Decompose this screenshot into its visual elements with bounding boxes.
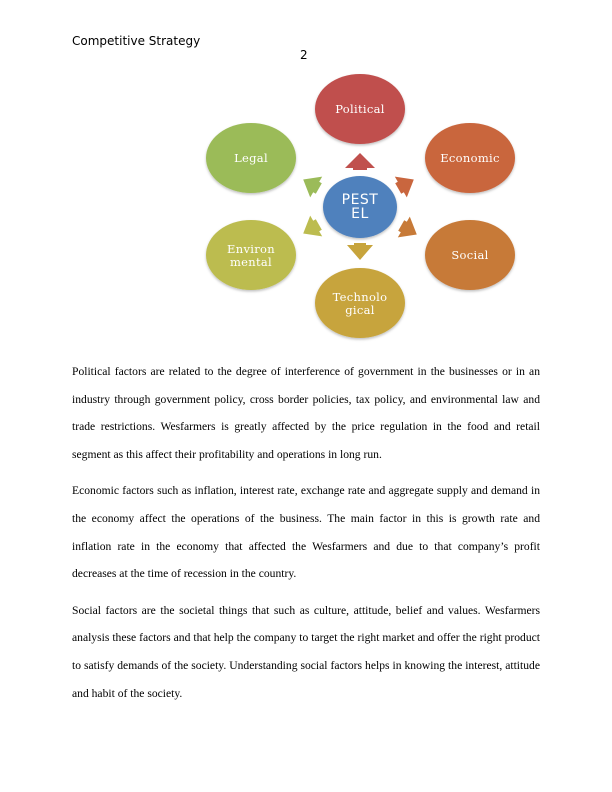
arrow-to-social [395, 215, 423, 245]
arrow-to-political [345, 153, 375, 170]
node-legal-label: Legal [234, 151, 268, 165]
node-economic-label: Economic [440, 151, 500, 165]
node-environmental-label-line1: Environ [227, 242, 275, 256]
running-header: Competitive Strategy [72, 34, 201, 48]
paragraph-social: Social factors are the societal things that such as culture, attitude, belief and values. Wesfarmers analysis these factors and that help the company to target the right market and offer the right product to satisfy demands of the society. Understanding social factors helps in knowing the interest, attitude and habit of the society. [72, 603, 540, 700]
node-environmental-label-line2: mental [229, 255, 273, 269]
arrow-to-economic [392, 169, 420, 199]
node-social-label: Social [451, 248, 489, 262]
node-legal [206, 123, 296, 193]
body-text [72, 358, 540, 716]
paragraph-political: Political factors are related to the degree of interference of government in the businesses or in an industry through government policy, cross border policies, tax policy, and environmental law and trade restrictions. Wesfarmers is greatly affected by the price regulation in the food and retail segment as this affect their profitability and operations in long run. [72, 365, 540, 461]
node-technological-label-line2: gical [345, 303, 375, 317]
pestel-diagram [0, 0, 612, 360]
node-technological [315, 268, 405, 338]
page-number: 2 [300, 48, 308, 62]
node-environmental [206, 220, 296, 290]
center-label-line1: PEST [341, 192, 379, 208]
node-political [315, 74, 405, 144]
arrow-to-legal [297, 169, 325, 199]
node-social [425, 220, 515, 290]
node-technological-label-line1: Technolo [332, 290, 388, 304]
pestel-center-node [323, 176, 397, 238]
center-label-line2: EL [351, 206, 369, 222]
node-economic [425, 123, 515, 193]
arrow-to-technological [347, 243, 373, 260]
node-political-label: Political [335, 102, 385, 116]
paragraph-economic: Economic factors such as inflation, interest rate, exchange rate and aggregate supply and demand in the economy affect the operations of the business. The main factor in this is growth rate and inflation rate in the economy that affected the Wesfarmers and due to that company’s profit decreases at the time of recession in the country. [72, 484, 540, 581]
arrow-to-environmental [297, 214, 325, 244]
